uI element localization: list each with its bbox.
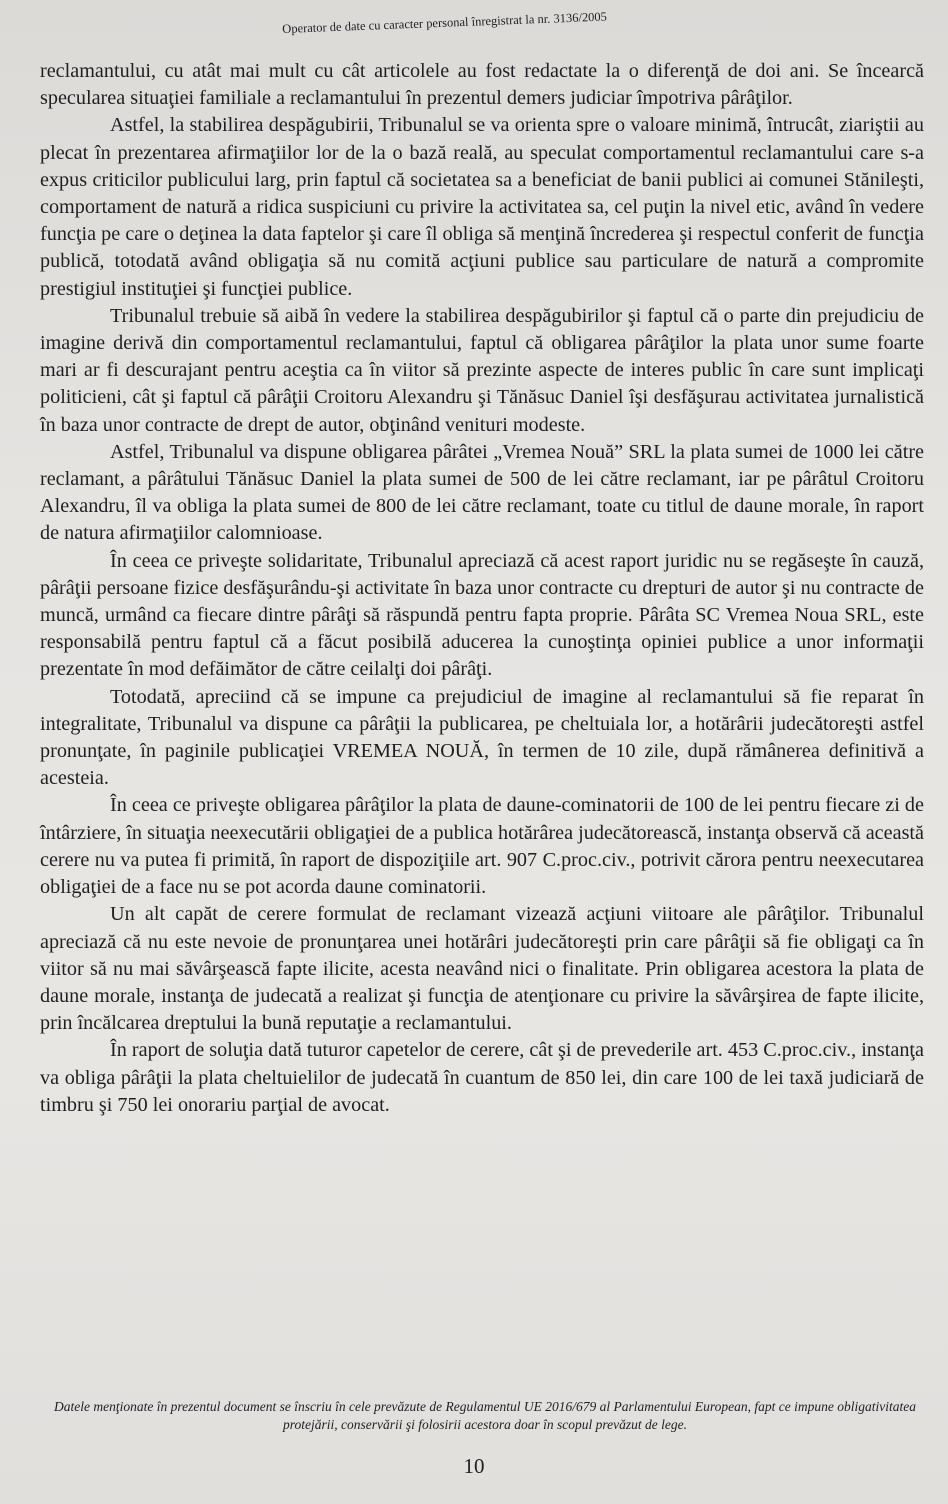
document-body (40, 58, 924, 1119)
paragraph-1: reclamantului, cu atât mai mult cu cât articolele au fost redactate la o diferenţă de doi ani. Se încearcă specularea situaţiei familiale a reclamantului în prezentul demers judiciar împotriva pârâţilor. (40, 60, 924, 110)
paragraph-2: Astfel, la stabilirea despăgubirii, Tribunalul se va orienta spre o valoare minimă, întrucât, ziariştii au plecat în prezentarea afirmaţiilor lor de la o bază reală, au speculat comportamentul reclamantului care s-a expus criticilor publicului larg, prin faptul că societatea sa a beneficiat de banii publici ai comunei Stănileşti, comportament de natură a ridica suspiciuni cu privire la activitatea sa, cel puţin la nivel etic, având în vedere funcţia pe care o deţinea la data faptelor şi care îl obliga să menţină încrederea şi respectul conferit de funcţia publică, totodată având obligaţia să nu comită acţiuni publice sau particulare de natură a compromite prestigiul instituţiei şi funcţiei publice. (40, 114, 924, 300)
paragraph-4: Astfel, Tribunalul va dispune obligarea pârâtei „Vremea Nouă” SRL la plata sumei de 1000 lei către reclamant, a pârâtului Tănăsuc Daniel la plata sumei de 500 de lei către reclamant, iar pe pârâtul Croitoru Alexandru, îl va obliga la plata sumei de 800 de lei către reclamant, toate cu titlul de daune morale, în raport de natura afirmaţiilor calomnioase. (40, 440, 924, 545)
operator-header: Operator de date cu caracter personal înregistrat la nr. 3136/2005 (282, 9, 608, 36)
page-number: 10 (463, 1454, 485, 1478)
paragraph-9: În raport de soluţia dată tuturor capetelor de cerere, cât şi de prevederile art. 453 C.proc.civ., instanţa va obliga pârâţii la plata cheltuielilor de judecată în cuantum de 850 lei, din care 100 de lei taxă judiciară de timbru şi 750 lei onorariu parţial de avocat. (40, 1039, 924, 1116)
gdpr-footer-note: Datele menţionate în prezentul document se înscriu în cele prevăzute de Regulamentul UE 2016/679 al Parlamentului European, fapt ce impune obligativitatea protejării, conservării şi folosirii acestora doar în scopul prevăzut de lege. (54, 1399, 916, 1432)
paragraph-8: Un alt capăt de cerere formulat de reclamant vizează acţiuni viitoare ale pârâţilor. Tribunalul apreciază că nu este nevoie de pronunţarea unei hotărâri judecătoreşti prin care pârâţii să fie obligaţi ca în viitor să nu mai săvârşească fapte ilicite, acesta neavând nici o finalitate. Prin obligarea acestora la plata de daune morale, instanţa de judecată a realizat şi funcţia de atenţionare cu privire la săvârşirea de fapte ilicite, prin încălcarea dreptului la bună reputaţie a reclamantului. (40, 903, 924, 1035)
paragraph-3: Tribunalul trebuie să aibă în vedere la stabilirea despăgubirilor şi faptul că o parte din prejudiciu de imagine derivă din comportamentul reclamantului, faptul că obligarea pârâţilor la plata unor sume foarte mari ar fi descurajant pentru aceştia ca în viitor să prezinte aspecte de interes public în care sunt implicaţi politicieni, cât şi faptul că pârâţii Croitoru Alexandru şi Tănăsuc Daniel îşi desfăşurau activitatea jurnalistică în baza unor contracte de drept de autor, obţinând venituri modeste. (40, 304, 924, 436)
paragraph-6: Totodată, apreciind că se impune ca prejudiciul de imagine al reclamantului să fie reparat în integralitate, Tribunalul va dispune ca pârâţii la publicarea, pe cheltuiala lor, a hotărârii judecătoreşti astfel pronunţate, în paginile publicaţiei VREMEA NOUĂ, în termen de 10 zile, după rămânerea definitivă a acesteia. (40, 685, 924, 790)
paragraph-7: În ceea ce priveşte obligarea pârâţilor la plata de daune-cominatorii de 100 de lei pentru fiecare zi de întârziere, în situaţia neexecutării obligaţiei de a publica hotărârea judecătorească, instanţa observă că această cerere nu va putea fi primită, în raport de dispoziţiile art. 907 C.proc.civ., potrivit cărora pentru neexecutarea obligaţiei de a face nu se pot acorda daune cominatorii. (40, 794, 924, 899)
paragraph-5: În ceea ce priveşte solidaritate, Tribunalul apreciază că acest raport juridic nu se regăseşte în cauză, pârâţii persoane fizice desfăşurându-şi activitate în baza unor contracte cu drepturi de autor şi nu contracte de muncă, urmând ca fiecare dintre pârâţi să răspundă pentru fapta proprie. Pârâta SC Vremea Noua SRL, este responsabilă pentru faptul că a făcut posibilă aducerea la cunoştinţa opiniei publice a unor informaţii prezentate în mod defăimător de către ceilalţi doi pârâţi. (40, 549, 924, 681)
